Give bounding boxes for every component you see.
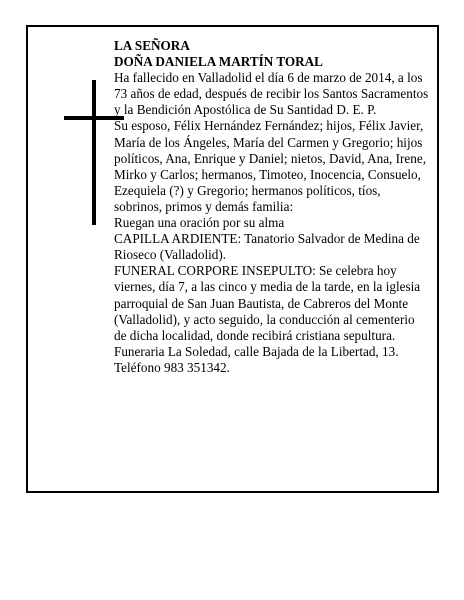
deceased-name: DOÑA DANIELA MARTÍN TORAL: [114, 54, 323, 70]
death-announcement: Ha fallecido en Valladolid el día 6 de marzo de 2014, a los 73 años de edad, después de recibir los Santos Sacramentos y la Bendición Apostólica de Su Santidad D. E. P.: [114, 70, 429, 118]
notice-title: LA SEÑORA: [114, 38, 190, 53]
notice-text: [114, 38, 430, 376]
prayer-request: Ruegan una oración por su alma: [114, 215, 285, 231]
family-list: Su esposo, Félix Hernández Fernández; hijos, Félix Javier, María de los Ángeles, María del Carmen y Gregorio; hijos políticos, Ana, Enrique y Daniel; nietos, David, Ana, Irene, Mirko y Carlos; hermanos, Timoteo, Inocencia, Consuelo, Ezequiela (?) y Gregorio; hermanos políticos, tíos, sobrinos, primos y demás familia:: [114, 118, 427, 214]
wake-location: CAPILLA ARDIENTE: Tanatorio Salvador de Medina de Rioseco (Valladolid).: [114, 231, 420, 263]
funeral-details: FUNERAL CORPORE INSEPULTO: Se celebra hoy viernes, día 7, a las cinco y media de la tarde, en la iglesia parroquial de San Juan Bautista, de Cabreros del Monte (Valladolid), y acto seguido, la conducción al cementerio de dicha localidad, donde recibirá cristiana sepultura.: [114, 263, 421, 343]
funeral-home-contact: Funeraria La Soledad, calle Bajada de la Libertad, 13. Teléfono 983 351342.: [114, 343, 399, 375]
cross-vertical-bar: [92, 80, 96, 225]
